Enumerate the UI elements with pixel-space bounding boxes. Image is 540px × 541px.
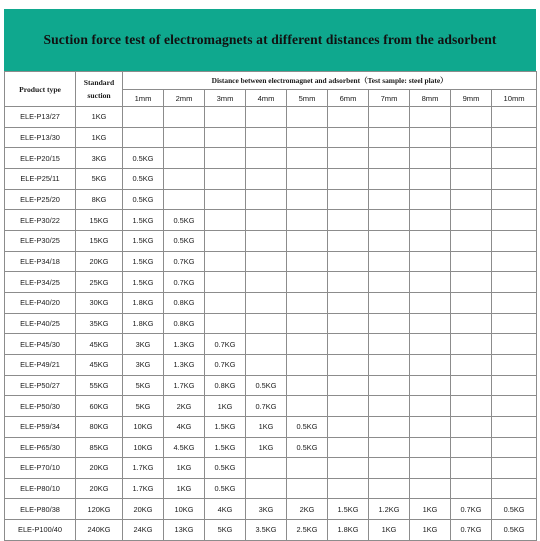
suction-at-distance-cell xyxy=(410,354,451,375)
suction-at-distance-cell xyxy=(410,168,451,189)
suction-at-distance-cell xyxy=(205,313,246,334)
suction-at-distance-cell: 1KG xyxy=(369,520,410,541)
suction-at-distance-cell xyxy=(410,396,451,417)
suction-at-distance-cell xyxy=(287,189,328,210)
suction-at-distance-cell xyxy=(410,148,451,169)
suction-at-distance-cell xyxy=(369,458,410,479)
suction-at-distance-cell: 3KG xyxy=(123,354,164,375)
suction-at-distance-cell xyxy=(287,230,328,251)
table-row xyxy=(5,107,537,128)
suction-at-distance-cell: 1.5KG xyxy=(123,230,164,251)
suction-at-distance-cell xyxy=(246,210,287,231)
product-type-cell: ELE-P50/30 xyxy=(5,396,76,417)
suction-at-distance-cell xyxy=(246,189,287,210)
suction-at-distance-cell xyxy=(451,313,492,334)
suction-at-distance-cell: 1.5KG xyxy=(123,272,164,293)
suction-at-distance-cell xyxy=(205,230,246,251)
suction-at-distance-cell: 1.3KG xyxy=(164,334,205,355)
suction-at-distance-cell xyxy=(205,189,246,210)
suction-at-distance-cell: 0.8KG xyxy=(164,313,205,334)
header-distance-3: 3mm xyxy=(205,90,246,107)
suction-at-distance-cell: 0.5KG xyxy=(205,478,246,499)
suction-at-distance-cell xyxy=(410,127,451,148)
table-row xyxy=(5,292,537,313)
suction-at-distance-cell xyxy=(492,230,537,251)
suction-at-distance-cell xyxy=(205,148,246,169)
table-row xyxy=(5,168,537,189)
product-type-cell: ELE-P59/34 xyxy=(5,416,76,437)
suction-at-distance-cell: 1KG xyxy=(410,520,451,541)
suction-at-distance-cell: 1.8KG xyxy=(123,292,164,313)
suction-at-distance-cell xyxy=(246,458,287,479)
title-banner xyxy=(4,9,536,71)
suction-at-distance-cell xyxy=(287,458,328,479)
table-row xyxy=(5,148,537,169)
suction-at-distance-cell xyxy=(410,251,451,272)
suction-at-distance-cell xyxy=(164,107,205,128)
suction-at-distance-cell xyxy=(451,210,492,231)
suction-at-distance-cell xyxy=(451,416,492,437)
suction-at-distance-cell xyxy=(328,354,369,375)
suction-at-distance-cell xyxy=(287,478,328,499)
header-standard-suction-line2: suction xyxy=(87,91,111,100)
suction-at-distance-cell: 1.8KG xyxy=(328,520,369,541)
suction-at-distance-cell: 1.8KG xyxy=(123,313,164,334)
suction-at-distance-cell xyxy=(451,272,492,293)
suction-at-distance-cell: 2KG xyxy=(164,396,205,417)
suction-at-distance-cell xyxy=(287,375,328,396)
standard-suction-cell: 25KG xyxy=(76,272,123,293)
suction-at-distance-cell xyxy=(328,107,369,128)
suction-at-distance-cell xyxy=(451,127,492,148)
suction-at-distance-cell xyxy=(287,127,328,148)
suction-at-distance-cell xyxy=(287,272,328,293)
suction-at-distance-cell: 4KG xyxy=(164,416,205,437)
suction-at-distance-cell xyxy=(246,334,287,355)
standard-suction-cell: 15KG xyxy=(76,210,123,231)
suction-at-distance-cell xyxy=(492,189,537,210)
suction-at-distance-cell xyxy=(205,292,246,313)
suction-at-distance-cell xyxy=(328,251,369,272)
suction-at-distance-cell xyxy=(246,168,287,189)
suction-at-distance-cell xyxy=(123,107,164,128)
suction-at-distance-cell: 0.7KG xyxy=(205,354,246,375)
suction-at-distance-cell xyxy=(369,292,410,313)
header-distance-1: 1mm xyxy=(123,90,164,107)
suction-at-distance-cell: 0.5KG xyxy=(164,230,205,251)
suction-at-distance-cell: 5KG xyxy=(123,396,164,417)
suction-at-distance-cell xyxy=(369,437,410,458)
standard-suction-cell: 120KG xyxy=(76,499,123,520)
table-row xyxy=(5,334,537,355)
suction-at-distance-cell: 0.8KG xyxy=(164,292,205,313)
suction-at-distance-cell xyxy=(410,458,451,479)
suction-at-distance-cell xyxy=(369,375,410,396)
suction-at-distance-cell xyxy=(246,230,287,251)
suction-at-distance-cell xyxy=(287,168,328,189)
header-distance-10: 10mm xyxy=(492,90,537,107)
suction-at-distance-cell xyxy=(451,292,492,313)
suction-at-distance-cell xyxy=(410,272,451,293)
suction-at-distance-cell xyxy=(246,148,287,169)
table-row xyxy=(5,520,537,541)
suction-at-distance-cell xyxy=(369,478,410,499)
suction-at-distance-cell xyxy=(410,416,451,437)
suction-at-distance-cell: 1.5KG xyxy=(123,251,164,272)
suction-at-distance-cell: 1.3KG xyxy=(164,354,205,375)
suction-at-distance-cell xyxy=(123,127,164,148)
suction-at-distance-cell xyxy=(451,458,492,479)
suction-at-distance-cell xyxy=(328,458,369,479)
standard-suction-cell: 45KG xyxy=(76,334,123,355)
suction-at-distance-cell: 0.5KG xyxy=(287,416,328,437)
suction-at-distance-cell xyxy=(492,334,537,355)
suction-at-distance-cell: 1.7KG xyxy=(123,478,164,499)
suction-at-distance-cell xyxy=(328,396,369,417)
suction-at-distance-cell xyxy=(492,148,537,169)
suction-at-distance-cell: 0.8KG xyxy=(205,375,246,396)
suction-at-distance-cell: 1.5KG xyxy=(123,210,164,231)
product-type-cell: ELE-P40/25 xyxy=(5,313,76,334)
suction-at-distance-cell: 1.7KG xyxy=(164,375,205,396)
suction-at-distance-cell xyxy=(328,210,369,231)
standard-suction-cell: 35KG xyxy=(76,313,123,334)
suction-force-table xyxy=(4,71,537,541)
suction-at-distance-cell xyxy=(410,230,451,251)
suction-at-distance-cell: 1.5KG xyxy=(205,416,246,437)
suction-at-distance-cell xyxy=(492,416,537,437)
header-row-1 xyxy=(5,72,537,90)
suction-at-distance-cell xyxy=(492,354,537,375)
standard-suction-cell: 5KG xyxy=(76,168,123,189)
suction-at-distance-cell: 0.5KG xyxy=(123,189,164,210)
suction-at-distance-cell: 1KG xyxy=(164,478,205,499)
standard-suction-cell: 8KG xyxy=(76,189,123,210)
table-row xyxy=(5,478,537,499)
suction-at-distance-cell xyxy=(287,396,328,417)
suction-at-distance-cell xyxy=(492,458,537,479)
standard-suction-cell: 15KG xyxy=(76,230,123,251)
suction-at-distance-cell: 1KG xyxy=(246,437,287,458)
suction-at-distance-cell xyxy=(328,189,369,210)
suction-at-distance-cell xyxy=(287,313,328,334)
suction-at-distance-cell xyxy=(410,313,451,334)
product-type-cell: ELE-P65/30 xyxy=(5,437,76,458)
suction-at-distance-cell xyxy=(369,396,410,417)
standard-suction-cell: 80KG xyxy=(76,416,123,437)
product-type-cell: ELE-P80/10 xyxy=(5,478,76,499)
standard-suction-cell: 30KG xyxy=(76,292,123,313)
suction-at-distance-cell xyxy=(205,272,246,293)
product-type-cell: ELE-P20/15 xyxy=(5,148,76,169)
suction-at-distance-cell: 0.7KG xyxy=(451,520,492,541)
suction-at-distance-cell xyxy=(164,189,205,210)
suction-at-distance-cell: 0.5KG xyxy=(123,168,164,189)
product-type-cell: ELE-P34/25 xyxy=(5,272,76,293)
product-type-cell: ELE-P40/20 xyxy=(5,292,76,313)
standard-suction-cell: 240KG xyxy=(76,520,123,541)
suction-at-distance-cell xyxy=(164,127,205,148)
header-distance-6: 6mm xyxy=(328,90,369,107)
suction-at-distance-cell xyxy=(164,148,205,169)
suction-at-distance-cell: 0.5KG xyxy=(205,458,246,479)
suction-at-distance-cell xyxy=(492,251,537,272)
standard-suction-cell: 60KG xyxy=(76,396,123,417)
suction-at-distance-cell xyxy=(246,272,287,293)
table-row xyxy=(5,251,537,272)
suction-at-distance-cell xyxy=(369,107,410,128)
suction-at-distance-cell xyxy=(287,210,328,231)
suction-at-distance-cell: 4KG xyxy=(205,499,246,520)
suction-at-distance-cell xyxy=(369,148,410,169)
product-type-cell: ELE-P25/11 xyxy=(5,168,76,189)
suction-at-distance-cell xyxy=(164,168,205,189)
product-type-cell: ELE-P50/27 xyxy=(5,375,76,396)
suction-at-distance-cell: 0.7KG xyxy=(246,396,287,417)
suction-at-distance-cell: 20KG xyxy=(123,499,164,520)
suction-at-distance-cell xyxy=(287,292,328,313)
suction-at-distance-cell xyxy=(205,127,246,148)
suction-at-distance-cell xyxy=(492,168,537,189)
suction-at-distance-cell: 2.5KG xyxy=(287,520,328,541)
suction-at-distance-cell xyxy=(492,375,537,396)
suction-at-distance-cell: 0.5KG xyxy=(492,520,537,541)
header-standard-suction-line1: Standard xyxy=(83,78,115,87)
suction-at-distance-cell xyxy=(492,478,537,499)
standard-suction-cell: 1KG xyxy=(76,107,123,128)
suction-at-distance-cell xyxy=(451,437,492,458)
table-row xyxy=(5,499,537,520)
suction-at-distance-cell xyxy=(410,375,451,396)
suction-at-distance-cell xyxy=(410,292,451,313)
suction-at-distance-cell: 0.7KG xyxy=(451,499,492,520)
header-standard-suction xyxy=(76,72,123,107)
standard-suction-cell: 20KG xyxy=(76,478,123,499)
suction-at-distance-cell xyxy=(287,251,328,272)
table-row xyxy=(5,210,537,231)
product-type-cell: ELE-P25/20 xyxy=(5,189,76,210)
suction-at-distance-cell xyxy=(369,127,410,148)
suction-at-distance-cell xyxy=(410,478,451,499)
suction-at-distance-cell xyxy=(410,107,451,128)
suction-at-distance-cell: 5KG xyxy=(205,520,246,541)
suction-at-distance-cell: 0.5KG xyxy=(287,437,328,458)
product-type-cell: ELE-P30/22 xyxy=(5,210,76,231)
suction-at-distance-cell xyxy=(410,334,451,355)
suction-at-distance-cell xyxy=(328,416,369,437)
suction-at-distance-cell xyxy=(410,210,451,231)
suction-at-distance-cell xyxy=(369,354,410,375)
suction-at-distance-cell xyxy=(246,478,287,499)
suction-at-distance-cell: 1KG xyxy=(205,396,246,417)
suction-at-distance-cell xyxy=(287,148,328,169)
header-distance-7: 7mm xyxy=(369,90,410,107)
suction-at-distance-cell xyxy=(246,251,287,272)
table-row xyxy=(5,189,537,210)
suction-at-distance-cell xyxy=(328,148,369,169)
suction-at-distance-cell: 1KG xyxy=(410,499,451,520)
suction-at-distance-cell: 3.5KG xyxy=(246,520,287,541)
table-row xyxy=(5,458,537,479)
standard-suction-cell: 85KG xyxy=(76,437,123,458)
suction-at-distance-cell xyxy=(492,292,537,313)
suction-at-distance-cell xyxy=(451,168,492,189)
suction-at-distance-cell xyxy=(328,334,369,355)
suction-at-distance-cell xyxy=(492,396,537,417)
product-type-cell: ELE-P49/21 xyxy=(5,354,76,375)
header-distance-9: 9mm xyxy=(451,90,492,107)
suction-at-distance-cell: 10KG xyxy=(164,499,205,520)
suction-at-distance-cell: 1.2KG xyxy=(369,499,410,520)
suction-at-distance-cell: 0.5KG xyxy=(492,499,537,520)
suction-at-distance-cell: 1.7KG xyxy=(123,458,164,479)
suction-at-distance-cell: 4.5KG xyxy=(164,437,205,458)
suction-at-distance-cell xyxy=(369,272,410,293)
suction-at-distance-cell xyxy=(205,107,246,128)
standard-suction-cell: 20KG xyxy=(76,458,123,479)
table-row xyxy=(5,354,537,375)
suction-at-distance-cell xyxy=(492,107,537,128)
suction-at-distance-cell: 0.7KG xyxy=(205,334,246,355)
header-distance-4: 4mm xyxy=(246,90,287,107)
product-type-cell: ELE-P34/18 xyxy=(5,251,76,272)
product-type-cell: ELE-P100/40 xyxy=(5,520,76,541)
suction-at-distance-cell xyxy=(451,354,492,375)
suction-at-distance-cell xyxy=(205,210,246,231)
suction-at-distance-cell xyxy=(451,334,492,355)
table-row xyxy=(5,396,537,417)
suction-at-distance-cell xyxy=(492,272,537,293)
suction-at-distance-cell: 1KG xyxy=(246,416,287,437)
standard-suction-cell: 1KG xyxy=(76,127,123,148)
table-row xyxy=(5,127,537,148)
suction-at-distance-cell: 3KG xyxy=(246,499,287,520)
product-type-cell: ELE-P80/38 xyxy=(5,499,76,520)
suction-at-distance-cell xyxy=(492,210,537,231)
suction-at-distance-cell xyxy=(451,107,492,128)
suction-at-distance-cell xyxy=(246,127,287,148)
suction-at-distance-cell xyxy=(246,292,287,313)
header-distance-group: Distance between electromagnet and adsorbent（Test sample: steel plate） xyxy=(123,72,537,90)
header-distance-5: 5mm xyxy=(287,90,328,107)
suction-at-distance-cell xyxy=(410,189,451,210)
suction-at-distance-cell xyxy=(287,107,328,128)
page-title: Suction force test of electromagnets at different distances from the adsorbent xyxy=(43,32,497,47)
suction-at-distance-cell: 0.7KG xyxy=(164,251,205,272)
table-row xyxy=(5,437,537,458)
suction-at-distance-cell xyxy=(369,334,410,355)
table-row xyxy=(5,230,537,251)
suction-at-distance-cell xyxy=(410,437,451,458)
suction-at-distance-cell xyxy=(328,437,369,458)
suction-at-distance-cell: 10KG xyxy=(123,416,164,437)
suction-at-distance-cell: 0.5KG xyxy=(246,375,287,396)
suction-at-distance-cell: 13KG xyxy=(164,520,205,541)
suction-at-distance-cell xyxy=(451,148,492,169)
table-row xyxy=(5,272,537,293)
suction-at-distance-cell xyxy=(328,313,369,334)
suction-at-distance-cell xyxy=(451,375,492,396)
suction-at-distance-cell xyxy=(246,354,287,375)
suction-at-distance-cell xyxy=(287,334,328,355)
standard-suction-cell: 55KG xyxy=(76,375,123,396)
suction-at-distance-cell: 2KG xyxy=(287,499,328,520)
suction-at-distance-cell: 0.5KG xyxy=(123,148,164,169)
suction-at-distance-cell xyxy=(492,127,537,148)
suction-at-distance-cell xyxy=(369,168,410,189)
suction-at-distance-cell xyxy=(451,478,492,499)
table-body xyxy=(5,107,537,541)
suction-at-distance-cell xyxy=(205,251,246,272)
standard-suction-cell: 3KG xyxy=(76,148,123,169)
suction-at-distance-cell xyxy=(369,251,410,272)
suction-at-distance-cell xyxy=(492,313,537,334)
suction-at-distance-cell xyxy=(205,168,246,189)
suction-at-distance-cell xyxy=(369,416,410,437)
suction-at-distance-cell: 5KG xyxy=(123,375,164,396)
suction-at-distance-cell: 0.7KG xyxy=(164,272,205,293)
table-row xyxy=(5,313,537,334)
suction-at-distance-cell xyxy=(328,230,369,251)
suction-at-distance-cell xyxy=(328,272,369,293)
suction-at-distance-cell xyxy=(492,437,537,458)
product-type-cell: ELE-P70/10 xyxy=(5,458,76,479)
suction-at-distance-cell xyxy=(369,313,410,334)
suction-at-distance-cell: 1.5KG xyxy=(328,499,369,520)
suction-at-distance-cell xyxy=(328,478,369,499)
suction-at-distance-cell: 24KG xyxy=(123,520,164,541)
suction-at-distance-cell: 10KG xyxy=(123,437,164,458)
header-product-type: Product type xyxy=(5,72,76,107)
suction-at-distance-cell: 1KG xyxy=(164,458,205,479)
table-row xyxy=(5,416,537,437)
product-type-cell: ELE-P30/25 xyxy=(5,230,76,251)
suction-at-distance-cell xyxy=(246,107,287,128)
suction-at-distance-cell: 0.5KG xyxy=(164,210,205,231)
table-row xyxy=(5,375,537,396)
header-distance-2: 2mm xyxy=(164,90,205,107)
suction-at-distance-cell: 1.5KG xyxy=(205,437,246,458)
suction-at-distance-cell xyxy=(451,189,492,210)
standard-suction-cell: 20KG xyxy=(76,251,123,272)
suction-at-distance-cell: 3KG xyxy=(123,334,164,355)
product-type-cell: ELE-P45/30 xyxy=(5,334,76,355)
suction-at-distance-cell xyxy=(328,292,369,313)
header-distance-8: 8mm xyxy=(410,90,451,107)
suction-at-distance-cell xyxy=(369,189,410,210)
suction-at-distance-cell xyxy=(451,251,492,272)
product-type-cell: ELE-P13/30 xyxy=(5,127,76,148)
product-type-cell: ELE-P13/27 xyxy=(5,107,76,128)
suction-at-distance-cell xyxy=(369,230,410,251)
suction-at-distance-cell xyxy=(451,230,492,251)
suction-at-distance-cell xyxy=(328,168,369,189)
suction-at-distance-cell xyxy=(451,396,492,417)
suction-at-distance-cell xyxy=(287,354,328,375)
suction-at-distance-cell xyxy=(328,127,369,148)
standard-suction-cell: 45KG xyxy=(76,354,123,375)
suction-at-distance-cell xyxy=(369,210,410,231)
suction-at-distance-cell xyxy=(246,313,287,334)
suction-at-distance-cell xyxy=(328,375,369,396)
